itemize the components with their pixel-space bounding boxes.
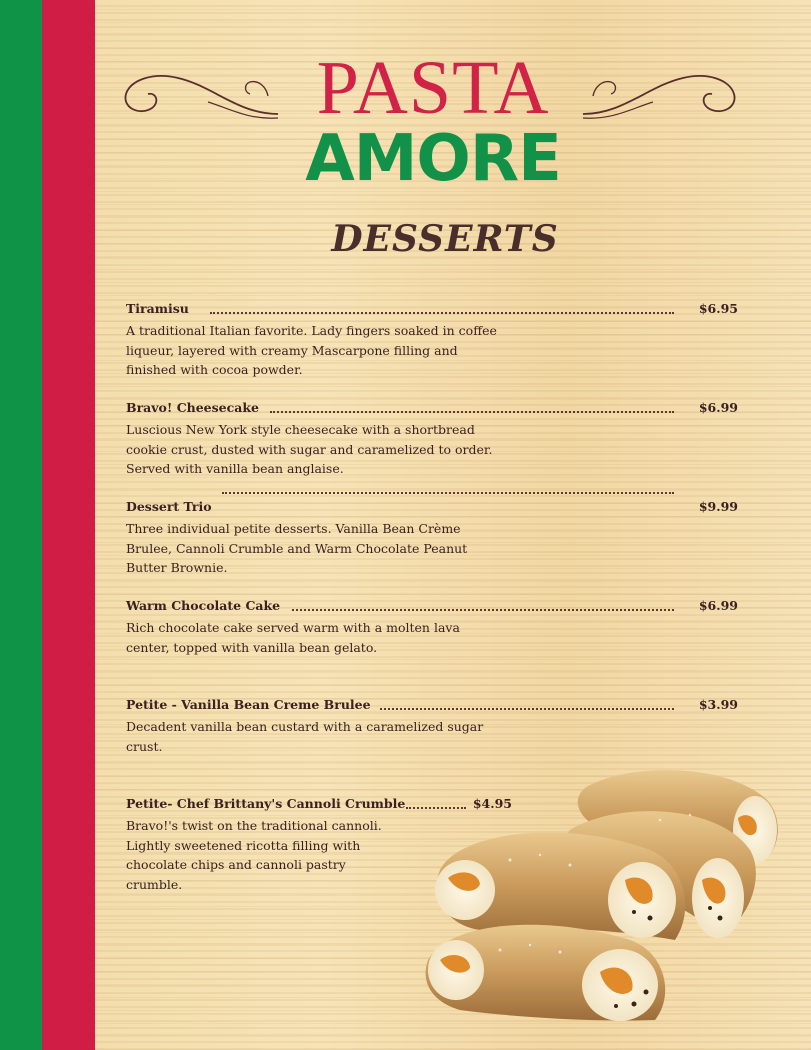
cannoli-image [420, 760, 790, 1030]
item-description: A traditional Italian favorite. Lady fingers soaked in coffee liqueur, layered with creamy Mascarpone filling and finished with cocoa powder. [126, 323, 497, 377]
menu-item-dessert-trio [126, 498, 738, 578]
item-name: Bravo! Cheesecake [126, 400, 259, 415]
dot-leader [222, 492, 674, 494]
item-name: Petite- Chef Brittany's Cannoli Crumble [126, 796, 406, 811]
item-description: Rich chocolate cake served warm with a molten lava center, topped with vanilla bean gelato. [126, 620, 460, 655]
dot-leader [210, 312, 674, 314]
item-price: $9.99 [698, 499, 738, 514]
dot-leader [292, 609, 674, 611]
item-description: Luscious New York style cheesecake with a shortbread cookie crust, dusted with sugar and caramelized to order. Served with vanilla bean anglaise. [126, 422, 493, 476]
dot-leader [270, 411, 674, 413]
red-stripe [42, 0, 95, 1050]
swirl-left-icon [118, 56, 283, 126]
dot-leader [380, 708, 674, 710]
menu-item-tiramisu [126, 300, 738, 380]
item-price: $3.99 [698, 697, 738, 712]
logo-amore: AMORE [305, 122, 561, 196]
logo-pasta: PASTA [316, 46, 550, 130]
item-name: Dessert Trio [126, 499, 212, 514]
item-price: $6.99 [698, 400, 738, 415]
section-title: DESSERTS [331, 218, 559, 260]
item-price: $6.99 [698, 598, 738, 613]
item-name: Tiramisu [126, 301, 189, 316]
menu-item-cheesecake [126, 399, 738, 479]
item-price: $4.95 [472, 796, 512, 811]
menu-item-petite-creme-brulee [126, 696, 738, 756]
item-price: $6.95 [698, 301, 738, 316]
item-description: Decadent vanilla bean custard with a caramelized sugar crust. [126, 719, 484, 754]
logo [118, 44, 738, 194]
item-description: Bravo!'s twist on the traditional cannoli. Lightly sweetened ricotta filling with chocolate chips and cannoli pastry crumble. [126, 818, 382, 892]
menu-item-warm-chocolate-cake [126, 597, 738, 657]
item-description: Three individual petite desserts. Vanilla Bean Crème Brulee, Cannoli Crumble and Warm Chocolate Peanut Butter Brownie. [126, 521, 468, 575]
item-name: Petite - Vanilla Bean Creme Brulee [126, 697, 371, 712]
swirl-right-icon [578, 56, 738, 126]
item-name: Warm Chocolate Cake [126, 598, 281, 613]
green-stripe [0, 0, 42, 1050]
